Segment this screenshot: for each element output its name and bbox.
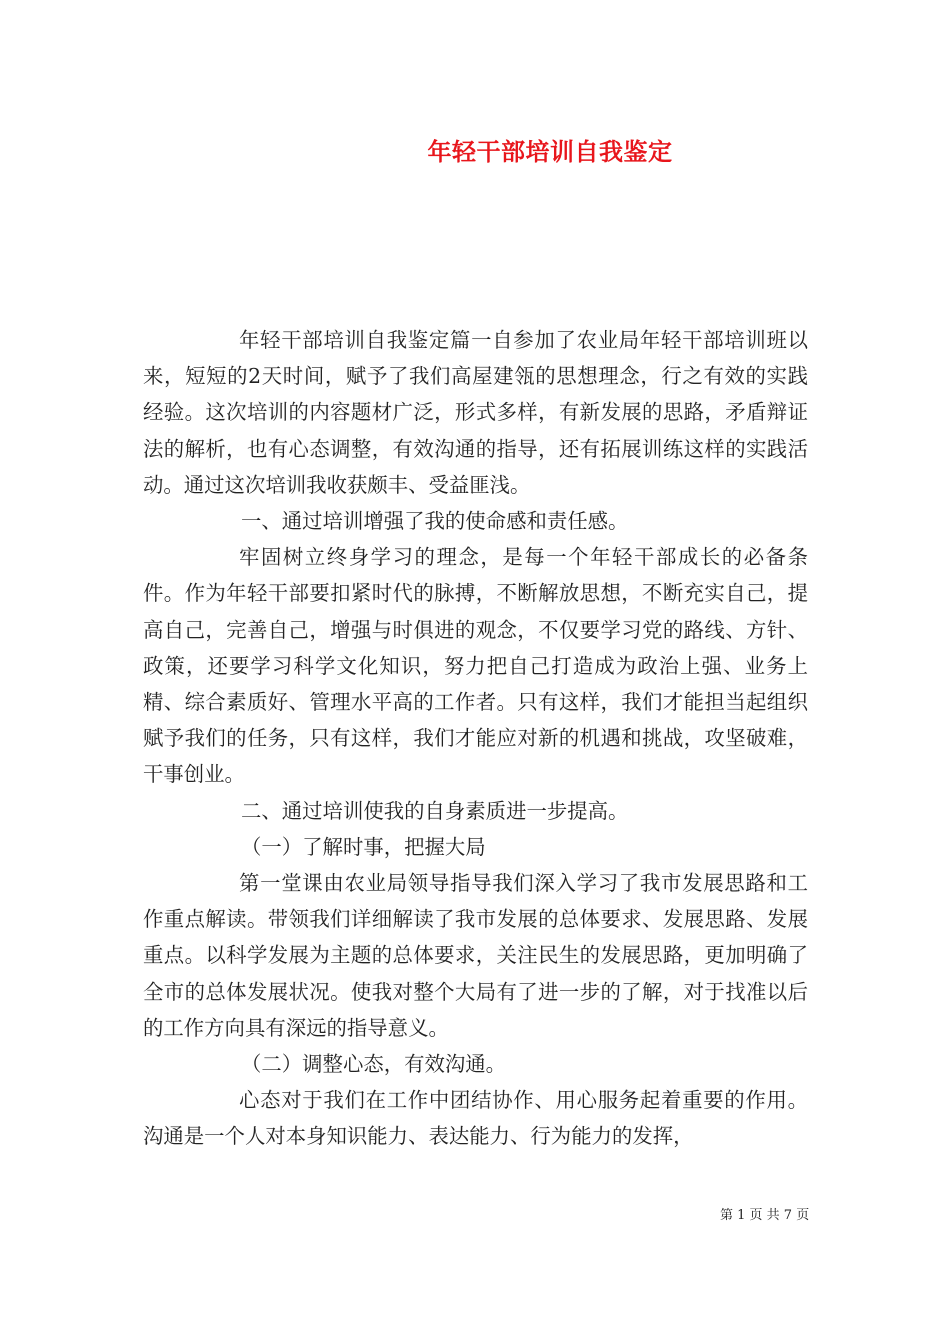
- paragraph-intro: 年轻干部培训自我鉴定篇一自参加了农业局年轻干部培训班以来，短短的2天时间，赋予了我们高屋建瓴的思想理念，行之有效的实践经验。这次培训的内容题材广泛，形式多样，有新发展的思路，矛盾辩证法的解析，也有心态调整，有效沟通的指导，还有拓展训练这样的实践活动。通过这次培训我收获颇丰、受益匪浅。: [143, 328, 808, 497]
- subsection-heading-1: （一）了解时事，把握大局: [241, 834, 486, 859]
- page-number: 第 1 页 共 7 页: [720, 1208, 810, 1223]
- paragraph-first-lesson: 第一堂课由农业局领导指导我们深入学习了我市发展思路和工作重点解读。带领我们详细解读了我市发展的总体要求、发展思路、发展重点。以科学发展为主题的总体要求，关注民生的发展思路，更加明确了全市的总体发展状况。使我对整个大局有了进一步的了解，对于找准以后的工作方向具有深远的指导意义。: [143, 871, 808, 1040]
- section-heading-1: 一、通过培训增强了我的使命感和责任感。: [241, 509, 629, 534]
- subsection-heading-2: （二）调整心态，有效沟通。: [241, 1052, 507, 1077]
- document-body: [143, 322, 808, 1155]
- paragraph-attitude: 心态对于我们在工作中团结协作、用心服务起着重要的作用。沟通是一个人对本身知识能力、表达能力、行为能力的发挥，: [143, 1088, 808, 1149]
- section-heading-2: 二、通过培训使我的自身素质进一步提高。: [241, 798, 629, 823]
- document-title: 年轻干部培训自我鉴定: [427, 137, 673, 166]
- paragraph-learning: 牢固树立终身学习的理念，是每一个年轻干部成长的必备条件。作为年轻干部要扣紧时代的脉搏，不断解放思想，不断充实自己，提高自己，完善自己，增强与时俱进的观念，不仅要学习党的路线、方针、政策，还要学习科学文化知识，努力把自己打造成为政治上强、业务上精、综合素质好、管理水平高的工作者。只有这样，我们才能担当起组织赋予我们的任务，只有这样，我们才能应对新的机遇和挑战，攻坚破难，干事创业。: [143, 545, 808, 787]
